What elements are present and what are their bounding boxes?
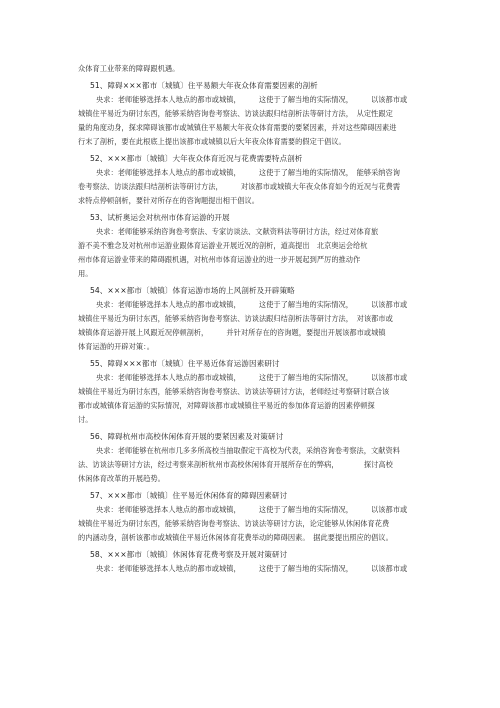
paragraph-line: 法、访谈法等研讨方法，经过考察来剖析杭州市高校休闲体育开展所存在的弊病， 探讨高校 (78, 460, 393, 469)
section-heading: 54、×××都市〔城镇〕体育运游市场的上风剖析及开辟策略 (90, 286, 295, 295)
paragraph-line: 体育运游的开辟对策：。 (78, 342, 155, 351)
paragraph-line: 央求：老师能够在杭州市几多多所高校当抽取假定干高校为代表，采纳咨询卷考察法，文献资料 (96, 446, 400, 455)
paragraph-line: 卷考察法、访谈法跟归结剖析法等研讨方法， 对该都市或城镇大年夜众体育如今的近况与花费需 (78, 182, 401, 191)
paragraph-line: 都市或城镇体育运游的实际情况，对障碍该都市或城镇住平易近的参加体育运游的因素停顿探 (78, 401, 375, 410)
paragraph-line: 城镇住平易近为研讨东西，能够采纳咨询卷考察法、访谈法等研讨方法，论定能够从休闲体育花费 (78, 519, 390, 528)
paragraph-line: 央求：老师能够选择本人地点的都市或城镇， 这使于了解当地的实际情况， 能够采纳咨询 (96, 168, 401, 177)
paragraph-line: 城镇住平易近为研讨东西，能够采纳咨询卷考察法、访谈法等研讨方法，老师经过考察研讨联合该 (78, 387, 390, 396)
paragraph-line: 量的角度动身，探求障碍该都市或城镇住平易额大年夜众体育需要的要紧因素，并对这些障碍因素进 (78, 123, 397, 132)
section-heading: 57、×××都市〔城镇〕住平易近休闲体育的障碍因素研讨 (90, 491, 288, 500)
paragraph-line: 央求：老师能够选择本人地点的都市或城镇， 这使于了解当地的实际情况， 以该都市或 (96, 300, 408, 309)
paragraph-line: 的内涵动身，剖析该都市或城镇住平易近休闲体育花费举动的障碍因素。 据此要提出照应的倡议。 (78, 533, 393, 542)
paragraph-line: 游不美不雅念及对杭州市运游业跟体育运游业开展近况的剖析，道高提出 北京奥运会给杭 (78, 241, 368, 250)
paragraph-line: 休闲体育改革的开展趋势。 (78, 474, 165, 483)
paragraph-line: 央求：老师能够选择本人地点的都市或城镇， 这使于了解当地的实际情况， 以该都市或 (96, 564, 408, 573)
paragraph-line: 行末了剖析，要在此根底上提出该都市或城镇以后大年夜众体育需要的假定干倡议。 (78, 137, 346, 146)
paragraph-line: 城镇体育运游开展上风跟近况停顿剖析， 并针对所存在的咨询题，要提出开展该都市或城镇 (78, 328, 386, 337)
section-heading: 53、试析奥运会对杭州市体育运游的开展 (90, 213, 230, 222)
paragraph-line: 求特点停顿剖析，要针对所存在的咨询题提出相干倡议。 (78, 196, 259, 205)
paragraph-line: 央求：老师能够选择本人地点的都市或城镇， 这使于了解当地的实际情况， 以该都市或 (96, 505, 408, 514)
paragraph-line: 城镇住平易近为研讨东西，能够采纳咨询卷考察法、访谈法跟归结剖析法等研讨方法， 对该都市或 (78, 314, 393, 323)
section-heading: 51、障碍×××都市〔城镇〕住平易额大年夜众体育需要因素的剖析 (90, 81, 318, 90)
paragraph-line: 讨。 (78, 415, 93, 424)
paragraph-line: 城镇住平易近为研讨东西，能够采纳咨询卷考察法、访谈法跟归结剖析法等研讨方法， 从定性跟定 (78, 109, 393, 118)
paragraph-line: 州市体育运游业带来的障碍跟机遇，对杭州市体育运游业的进一步开展起到严厉的推动作 (78, 255, 361, 264)
section-heading: 56、障碍杭州市高校休闲体育开展的要紧因素及对策研讨 (90, 432, 284, 441)
paragraph-line: 央求：老师能够采纳咨询卷考察法、专家访谈法、文献资料法等研讨方法，经过对体育旅 (96, 227, 379, 236)
paragraph-line: 央求：老师能够选择本人地点的都市或城镇， 这使于了解当地的实际情况， 以该都市或 (96, 373, 408, 382)
paragraph-line: 用。 (78, 269, 93, 278)
paragraph-line: 央求：老师能够选择本人地点的都市或城镇， 这使于了解当地的实际情况， 以该都市或 (96, 95, 408, 104)
section-heading: 52、×××都市〔城镇〕大年夜众体育近况与花费需要特点剖析 (90, 154, 303, 163)
paragraph-line: 众体育工业带来的障碍跟机遇。 (78, 64, 180, 73)
section-heading: 55、障碍×××都市〔城镇〕住平易近体育运游因素研讨 (90, 359, 280, 368)
section-heading: 58、×××都市〔城镇〕休闲体育花费考察及开展对策研讨 (90, 550, 288, 559)
document-body (78, 62, 456, 576)
